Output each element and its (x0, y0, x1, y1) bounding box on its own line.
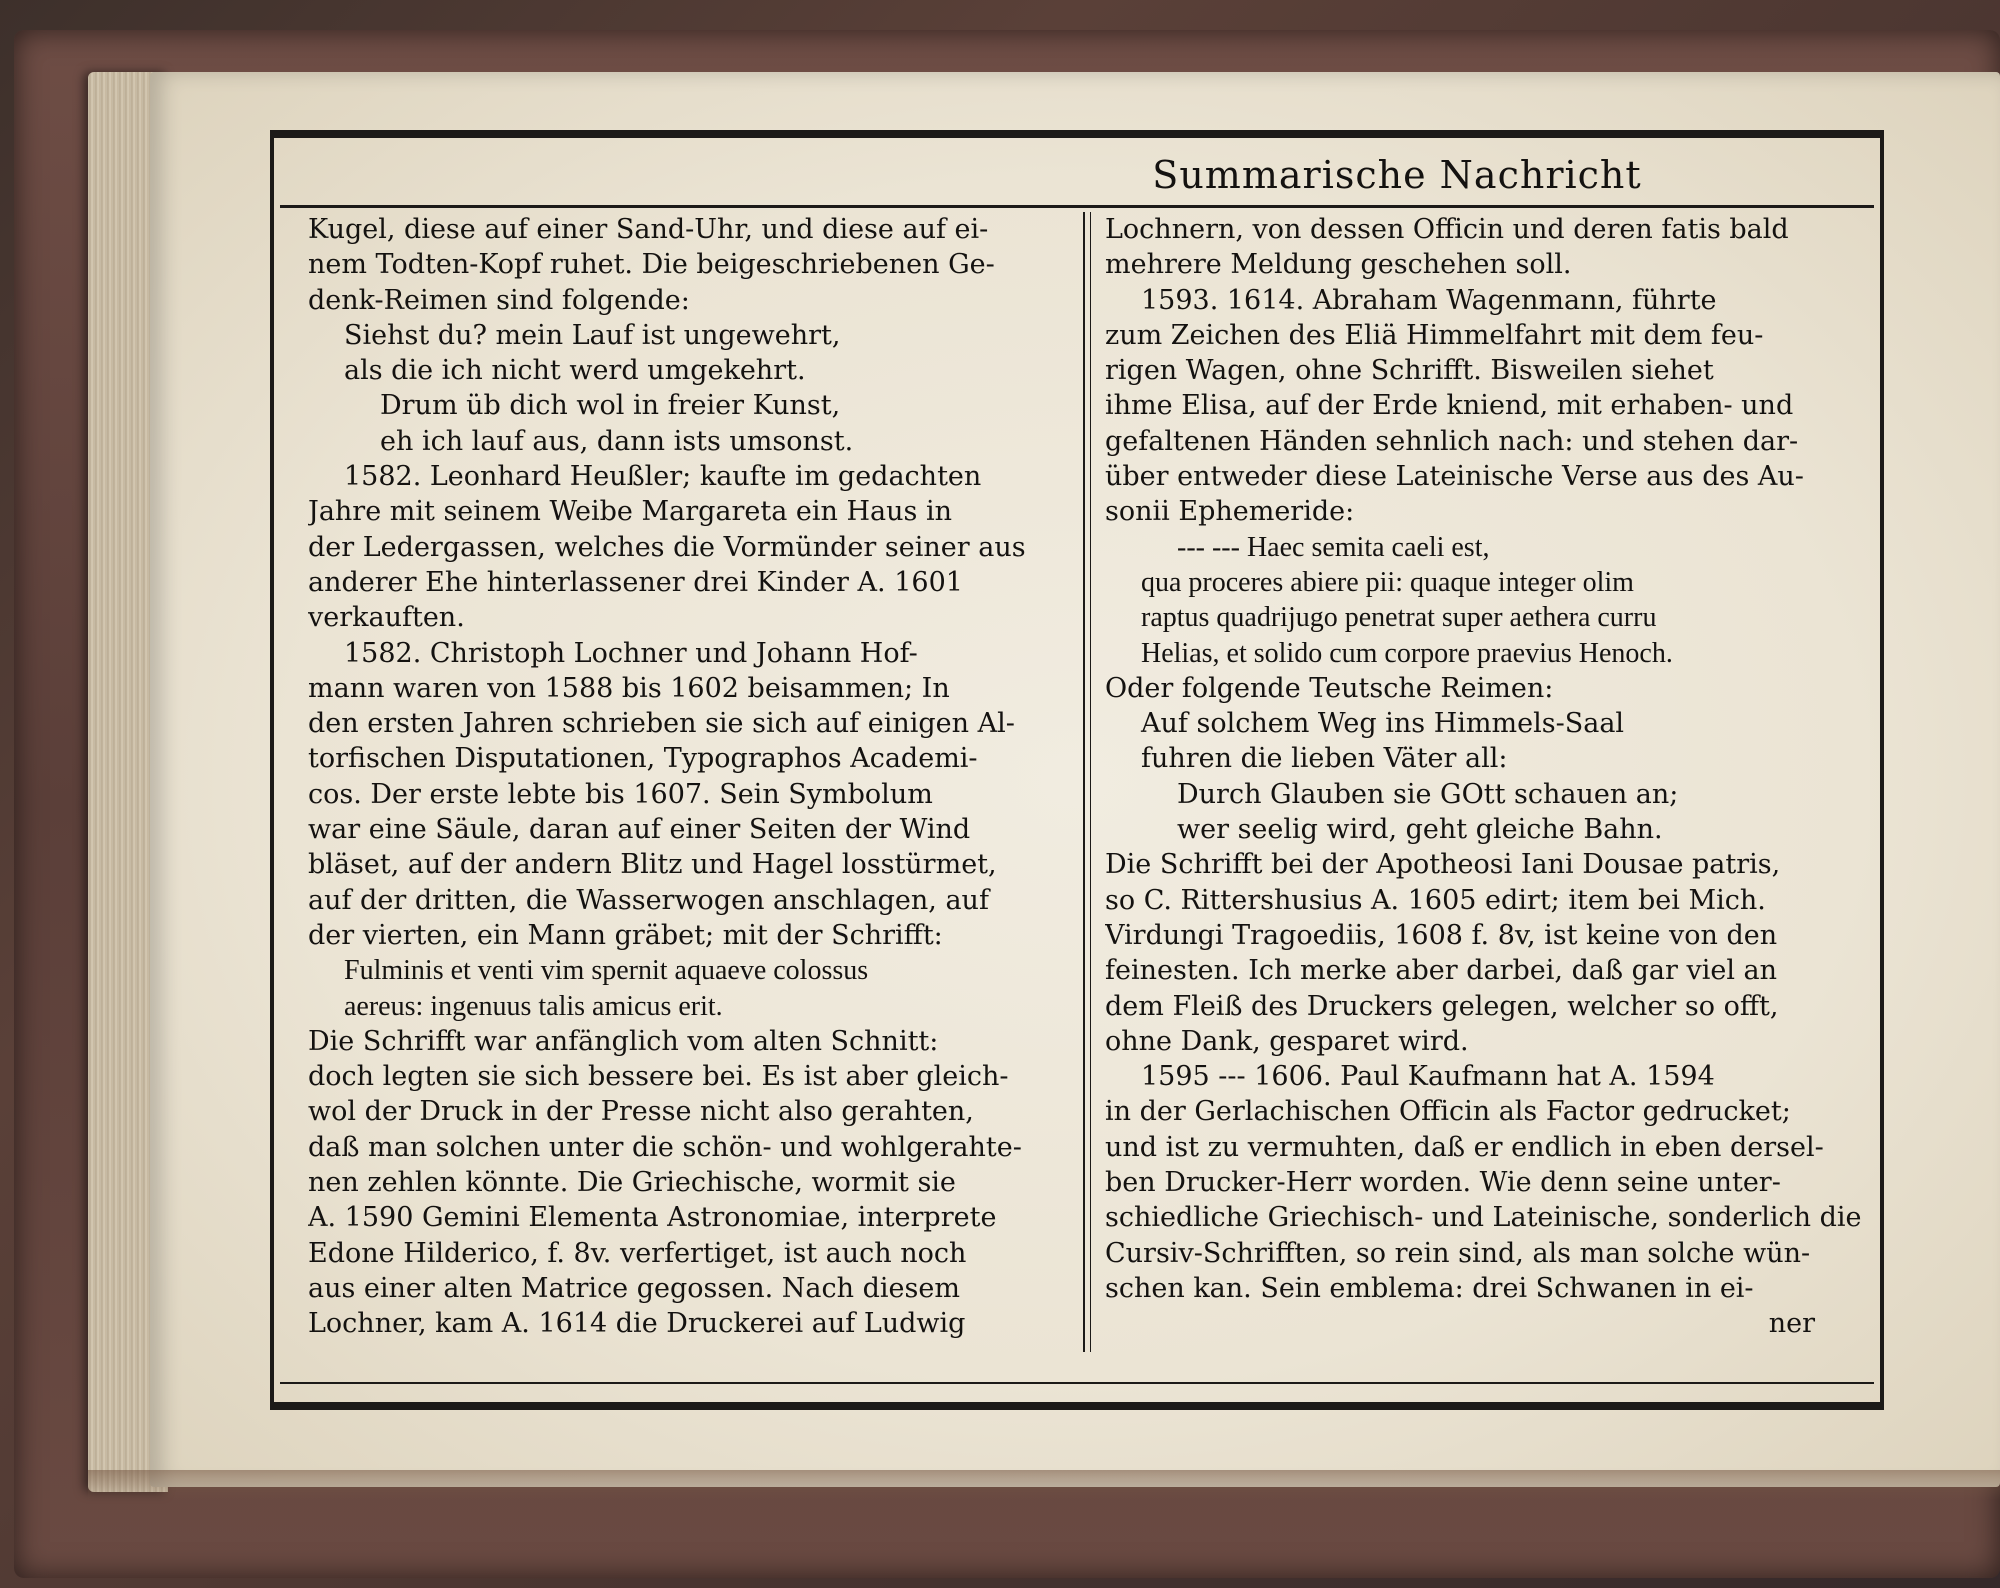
text-line: 1595 --- 1606. Paul Kaufmann hat A. 1594 (1141, 1061, 1715, 1093)
column-divider-secondary (1090, 212, 1091, 1352)
verse-line: Siehst du? mein Lauf ist ungewehrt, (344, 319, 841, 351)
text-line: und ist zu vermuhten, daß er endlich in eben dersel- (1105, 1131, 1824, 1163)
text-line: Edone Hilderico, f. 8v. verfertiget, ist auch noch (308, 1237, 967, 1269)
text-line: bläset, auf der andern Blitz und Hagel losstürmet, (308, 849, 997, 881)
text-line: doch legten sie sich bessere bei. Es ist aber gleich- (308, 1061, 1009, 1093)
text-line: Lochner, kam A. 1614 die Druckerei auf Ludwig (308, 1308, 966, 1340)
text-line: A. 1590 Gemini Elementa Astronomiae, interprete (308, 1202, 997, 1234)
text-line: mehrere Meldung geschehen soll. (1105, 249, 1572, 281)
text-line: 1582. Christoph Lochner und Johann Hof- (344, 637, 918, 669)
text-line: Kugel, diese auf einer Sand-Uhr, und diese auf ei- (308, 214, 989, 245)
text-line: ben Drucker-Herr worden. Wie denn seine unter- (1105, 1167, 1781, 1199)
text-line: in der Gerlachischen Officin als Factor gedrucket; (1105, 1096, 1791, 1128)
text-line: feinesten. Ich merke aber darbei, daß gar viel an (1105, 955, 1778, 987)
verse-line: Durch Glauben sie GOtt schauen an; (1177, 778, 1679, 810)
text-line: daß man solchen unter die schön- und wohlgerahte- (308, 1131, 1022, 1163)
text-line: der vierten, ein Mann gräbet; mit der Schrifft: (308, 919, 943, 951)
text-line: war eine Säule, daran auf einer Seiten der Wind (308, 814, 971, 846)
verse-line: wer seelig wird, geht gleiche Bahn. (1177, 814, 1663, 846)
page-bottom-shadow (88, 1470, 2000, 1500)
text-line: Virdungi Tragoediis, 1608 f. 8v, ist keine von den (1105, 919, 1778, 951)
text-line: wol der Druck in der Presse nicht also gerahten, (308, 1096, 974, 1128)
left-text-column (308, 212, 1068, 1377)
latin-verse-line: raptus quadrijugo penetrat super aethera curru (1141, 602, 1657, 634)
latin-verse-line: Fulminis et venti vim spernit aquaeve colossus (344, 955, 869, 987)
catchword: ner (1768, 1308, 1815, 1340)
text-line: anderer Ehe hinterlassener drei Kinder A. 1601 (308, 566, 963, 598)
text-line: sonii Ephemeride: (1105, 496, 1355, 528)
text-line: verkauften. (308, 602, 465, 634)
text-line: rigen Wagen, ohne Schrifft. Bisweilen siehet (1105, 355, 1714, 387)
column-divider (1083, 212, 1085, 1352)
frame-bottom-rule (280, 1382, 1874, 1384)
latin-verse-line: qua proceres abiere pii: quaque integer olim (1141, 566, 1634, 598)
text-line: auf der dritten, die Wasserwogen anschlagen, auf (308, 884, 989, 916)
text-line: nem Todten-Kopf ruhet. Die beigeschriebenen Ge- (308, 249, 995, 281)
right-text-column (1105, 212, 1865, 1377)
latin-verse-line: aereus: ingenuus talis amicus erit. (344, 990, 723, 1022)
text-line: ihme Elisa, auf der Erde kniend, mit erhaben- und (1105, 390, 1794, 422)
text-line: schen kan. Sein emblema: drei Schwanen in ei- (1105, 1272, 1754, 1304)
text-line: mann waren von 1588 bis 1602 beisammen; In (308, 672, 950, 704)
text-line: torfischen Disputationen, Typographos Academi- (308, 743, 978, 775)
page-title: Summarische Nachricht (1152, 153, 1642, 197)
text-line: dem Fleiß des Druckers gelegen, welcher so offt, (1105, 990, 1779, 1022)
text-line: so C. Rittershusius A. 1605 edirt; item bei Mich. (1105, 884, 1766, 916)
text-line: Oder folgende Teutsche Reimen: (1105, 672, 1554, 704)
text-line: Die Schrifft war anfänglich vom alten Schnitt: (308, 1025, 939, 1057)
text-line: Jahre mit seinem Weibe Margareta ein Haus in (308, 496, 953, 528)
text-line: denk-Reimen sind folgende: (308, 284, 690, 316)
text-line: Die Schrifft bei der Apotheosi Iani Dousae patris, (1105, 849, 1781, 881)
text-line: nen zehlen könnte. Die Griechische, wormit sie (308, 1167, 956, 1199)
text-line: 1593. 1614. Abraham Wagenmann, führte (1141, 284, 1717, 316)
text-line: cos. Der erste lebte bis 1607. Sein Symbolum (308, 778, 933, 810)
text-line: 1582. Leonhard Heußler; kaufte im gedachten (344, 461, 982, 493)
text-line: aus einer alten Matrice gegossen. Nach diesem (308, 1272, 960, 1304)
text-line: schiedliche Griechisch- und Lateinische, sonderlich die (1105, 1202, 1862, 1234)
verse-line: Drum üb dich wol in freier Kunst, (380, 390, 841, 422)
text-line: Cursiv-Schrifften, so rein sind, als man solche wün- (1105, 1237, 1811, 1269)
text-line: den ersten Jahren schrieben sie sich auf einigen Al- (308, 708, 1015, 740)
latin-verse-line: Helias, et solido cum corpore praevius Henoch. (1141, 637, 1673, 669)
text-line: zum Zeichen des Eliä Himmelfahrt mit dem feu- (1105, 319, 1764, 351)
latin-verse-line: --- --- Haec semita caeli est, (1177, 531, 1490, 563)
text-line: Lochnern, von dessen Officin und deren fatis bald (1105, 214, 1789, 245)
text-line: über entweder diese Lateinische Verse aus des Au- (1105, 461, 1804, 493)
text-line: ohne Dank, gesparet wird. (1105, 1025, 1469, 1057)
text-line: gefaltenen Händen sehnlich nach: und stehen dar- (1105, 425, 1799, 457)
verse-line: als die ich nicht werd umgekehrt. (344, 355, 806, 387)
text-line: der Ledergassen, welches die Vormünder seiner aus (308, 531, 1026, 563)
verse-line: Auf solchem Weg ins Himmels-Saal (1141, 708, 1625, 740)
verse-line: eh ich lauf aus, dann ists umsonst. (380, 425, 854, 457)
verse-line: fuhren die lieben Väter all: (1141, 743, 1508, 775)
page-header (280, 145, 1874, 208)
